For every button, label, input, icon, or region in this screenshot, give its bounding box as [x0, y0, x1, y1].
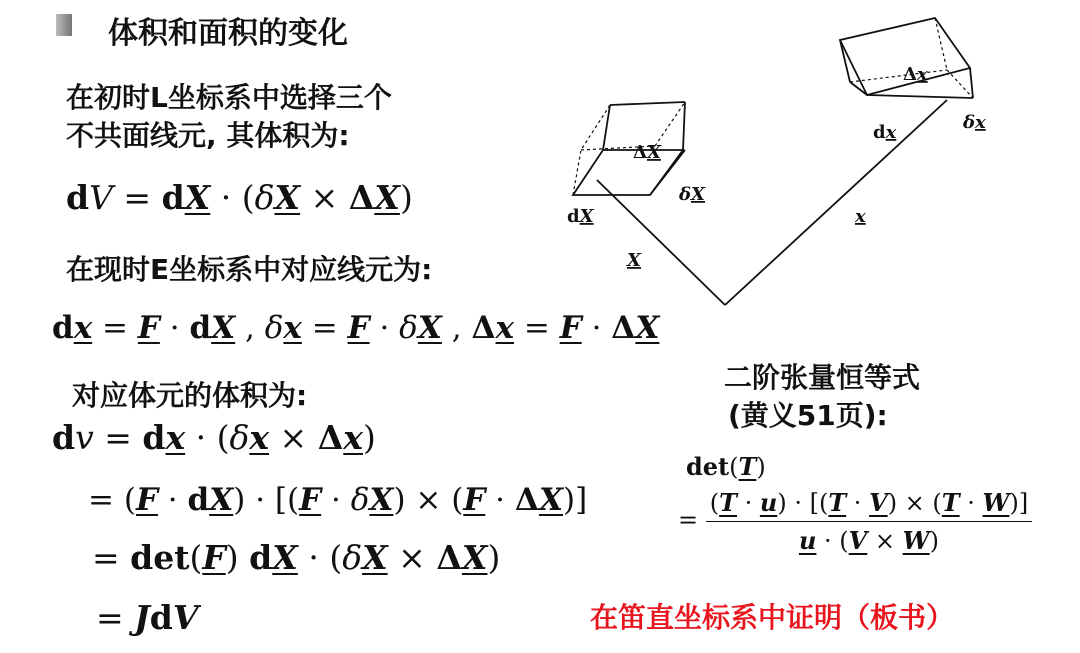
label-cur-Deltax: Δx [903, 64, 928, 85]
identity-title-2: (黄义51页): [728, 399, 888, 432]
intro-line-2: 不共面线元, 其体积为: [66, 119, 350, 152]
equation-line-mapping: dx = F · dX , δx = F · δX , Δx = F · ΔX [52, 310, 660, 346]
deformation-diagram [555, 0, 1005, 320]
label-pos-x: x [855, 206, 866, 227]
label-ref-dX: dX [567, 206, 594, 227]
equation-dV: dV = dX · (δX × ΔX) [66, 178, 413, 217]
intro-line-1: 在初时L坐标系中选择三个 [66, 81, 392, 114]
bullet-icon [56, 14, 72, 36]
proof-note: 在笛直坐标系中证明（板书） [590, 601, 955, 634]
equation-dv-3: = det(F) dX · (δX × ΔX) [92, 538, 501, 577]
volume-element-text: 对应体元的体积为: [72, 379, 308, 412]
label-ref-deltaX: δX [679, 184, 705, 205]
identity-title-1: 二阶张量恒等式 [724, 361, 921, 394]
label-cur-deltax: δx [963, 112, 986, 133]
slide-title: 体积和面积的变化 [108, 16, 348, 51]
identity-fraction: = $\frac{(T \cdot u) \cdot [(T \cdot V) \times (T \cdot W)]}{u \cdot (V \times W)}$ [678, 488, 1032, 555]
label-cur-dx: dx [873, 122, 897, 143]
identity-det: det(T) [686, 452, 766, 481]
label-pos-X: X [627, 250, 641, 271]
equation-dv-4: = JdV [96, 598, 199, 637]
equation-dv-2: = (F · dX) · [(F · δX) × (F · ΔX)] [88, 482, 588, 518]
label-ref-DeltaX: ΔX [633, 142, 661, 163]
equation-dv-1: dv = dx · (δx × Δx) [52, 418, 376, 457]
current-frame-text: 在现时E坐标系中对应线元为: [66, 253, 433, 286]
